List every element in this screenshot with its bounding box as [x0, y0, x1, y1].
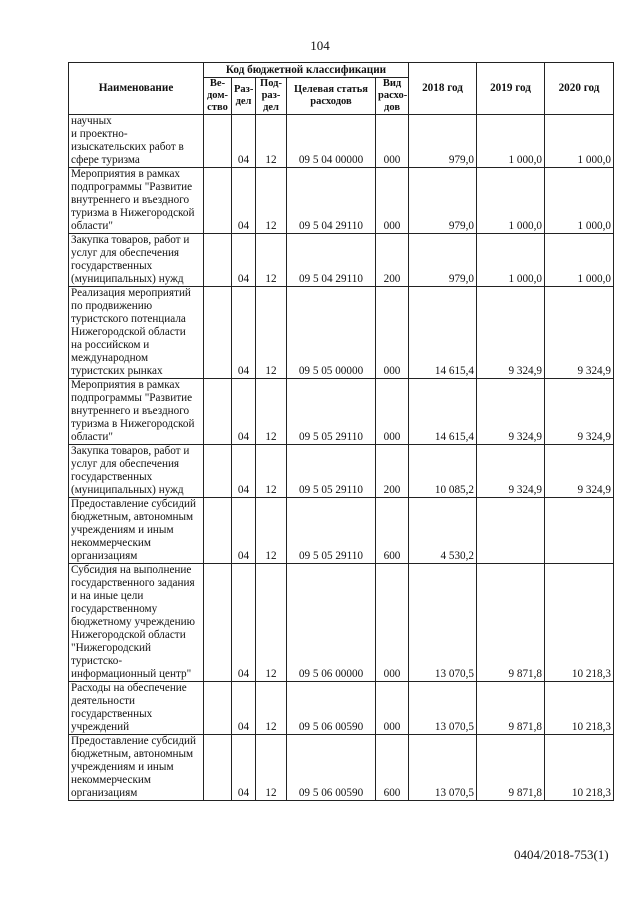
row-name-line: области" [71, 220, 113, 232]
cell-2018: 14 615,4 [409, 287, 477, 379]
header-vid-line: дов [384, 102, 400, 113]
cell-podrazdel: 12 [256, 445, 287, 498]
row-name-line: туристских рынках [71, 365, 163, 377]
cell-podrazdel: 12 [256, 498, 287, 564]
cell-vid: 200 [376, 234, 409, 287]
row-name [69, 445, 204, 498]
row-name [69, 498, 204, 564]
cell-2020: 10 218,3 [545, 682, 614, 735]
cell-razdel: 04 [232, 445, 256, 498]
row-name [69, 682, 204, 735]
cell-vedomstvo [204, 115, 232, 168]
table-row [69, 735, 614, 801]
header-target-line: Целевая статья [294, 84, 368, 95]
cell-vid: 000 [376, 379, 409, 445]
row-name-line: учреждениям и иным [71, 524, 174, 536]
cell-razdel: 04 [232, 287, 256, 379]
cell-target: 09 5 04 00000 [287, 115, 376, 168]
row-name-line: (муниципальных) нужд [71, 273, 184, 285]
row-name-line: учреждениям и иным [71, 761, 174, 773]
row-name-line: Закупка товаров, работ и [71, 445, 190, 457]
cell-2019: 1 000,0 [477, 234, 545, 287]
header-vedomstvo [204, 78, 232, 115]
cell-podrazdel: 12 [256, 682, 287, 735]
row-name-line: Закупка товаров, работ и [71, 234, 190, 246]
table-row [69, 445, 614, 498]
cell-2020: 1 000,0 [545, 234, 614, 287]
cell-2020: 10 218,3 [545, 564, 614, 682]
row-name [69, 379, 204, 445]
cell-target: 09 5 04 29110 [287, 168, 376, 234]
header-vid [376, 78, 409, 115]
row-name-line: Нижегородской области [71, 629, 186, 641]
cell-2019: 9 871,8 [477, 682, 545, 735]
cell-2018: 4 530,2 [409, 498, 477, 564]
cell-vedomstvo [204, 735, 232, 801]
table-row [69, 564, 614, 682]
cell-vid: 000 [376, 115, 409, 168]
row-name [69, 234, 204, 287]
row-name-line: (муниципальных) нужд [71, 484, 184, 496]
row-name [69, 115, 204, 168]
header-target [287, 78, 376, 115]
row-name-line: по продвижению [71, 300, 153, 312]
cell-2020: 9 324,9 [545, 287, 614, 379]
row-name [69, 564, 204, 682]
table-row [69, 115, 614, 168]
row-name-line: Реализация мероприятий [71, 287, 191, 299]
cell-2019: 9 324,9 [477, 287, 545, 379]
cell-2019: 9 871,8 [477, 735, 545, 801]
cell-podrazdel: 12 [256, 379, 287, 445]
row-name-line: Субсидия на выполнение [71, 564, 192, 576]
cell-2018: 979,0 [409, 115, 477, 168]
header-2019: 2019 год [477, 63, 545, 115]
table-row [69, 168, 614, 234]
cell-vid: 000 [376, 168, 409, 234]
cell-2020: 9 324,9 [545, 379, 614, 445]
row-name [69, 287, 204, 379]
cell-vedomstvo [204, 379, 232, 445]
header-classification-group: Код бюджетной классификации [204, 63, 409, 78]
cell-podrazdel: 12 [256, 287, 287, 379]
row-name-line: государственному [71, 603, 158, 615]
header-target-line: расходов [310, 96, 352, 107]
row-name-line: услуг для обеспечения [71, 458, 180, 470]
cell-target: 09 5 06 00590 [287, 735, 376, 801]
row-name-line: некоммерческим [71, 774, 151, 786]
row-name-line: и проектно- [71, 128, 128, 140]
row-name-line: государственных [71, 471, 153, 483]
row-name-line: Нижегородской области [71, 326, 186, 338]
cell-target: 09 5 05 00000 [287, 287, 376, 379]
cell-2020 [545, 498, 614, 564]
row-name-line: государственных [71, 708, 153, 720]
cell-razdel: 04 [232, 735, 256, 801]
cell-vid: 000 [376, 564, 409, 682]
cell-2020: 1 000,0 [545, 168, 614, 234]
header-vid-line: расхо- [378, 90, 408, 101]
row-name-line: туристско- [71, 655, 123, 667]
header-podrazdel-line: Под- [260, 78, 282, 89]
row-name-line: бюджетным, автономным [71, 748, 194, 760]
cell-2018: 14 615,4 [409, 379, 477, 445]
table-row [69, 287, 614, 379]
cell-2020: 10 218,3 [545, 735, 614, 801]
row-name-line: Расходы на обеспечение [71, 682, 187, 694]
row-name-line: информационный центр" [71, 668, 192, 680]
cell-2018: 10 085,2 [409, 445, 477, 498]
cell-2020: 9 324,9 [545, 445, 614, 498]
cell-vid: 000 [376, 682, 409, 735]
page-number: 104 [310, 38, 330, 53]
header-razdel-line: дел [235, 96, 252, 107]
row-name-line: на российском и [71, 339, 150, 351]
cell-2018: 979,0 [409, 234, 477, 287]
row-name [69, 735, 204, 801]
cell-2019: 1 000,0 [477, 115, 545, 168]
row-name-line: бюджетным, автономным [71, 511, 194, 523]
cell-vid: 200 [376, 445, 409, 498]
table-row [69, 234, 614, 287]
cell-razdel: 04 [232, 682, 256, 735]
cell-vedomstvo [204, 498, 232, 564]
row-name-line: подпрограммы "Развитие [71, 392, 193, 404]
row-name-line: бюджетному учреждению [71, 616, 195, 628]
header-razdel-line: Раз- [234, 84, 254, 95]
cell-2019: 9 324,9 [477, 445, 545, 498]
row-name-line: международном [71, 352, 149, 364]
cell-razdel: 04 [232, 234, 256, 287]
cell-podrazdel: 12 [256, 564, 287, 682]
row-name-line: области" [71, 431, 113, 443]
row-name-line: организациям [71, 787, 138, 799]
cell-razdel: 04 [232, 115, 256, 168]
cell-vedomstvo [204, 445, 232, 498]
header-2020: 2020 год [545, 63, 614, 115]
cell-vid: 000 [376, 287, 409, 379]
table-row [69, 498, 614, 564]
cell-vedomstvo [204, 564, 232, 682]
row-name-line: научных [71, 115, 112, 127]
cell-vid: 600 [376, 498, 409, 564]
table-row [69, 379, 614, 445]
table-body [69, 115, 614, 801]
header-vid-line: Вид [382, 78, 402, 89]
cell-target: 09 5 04 29110 [287, 234, 376, 287]
cell-vedomstvo [204, 287, 232, 379]
cell-podrazdel: 12 [256, 168, 287, 234]
cell-2018: 13 070,5 [409, 564, 477, 682]
row-name-line: деятельности [71, 695, 136, 707]
cell-2019: 9 871,8 [477, 564, 545, 682]
row-name-line: туризма в Нижегородской [71, 207, 195, 219]
cell-podrazdel: 12 [256, 115, 287, 168]
cell-2020: 1 000,0 [545, 115, 614, 168]
header-podrazdel-line: раз- [261, 90, 281, 101]
row-name-line: некоммерческим [71, 537, 151, 549]
row-name-line: учреждений [71, 721, 130, 733]
row-name [69, 168, 204, 234]
header-2018: 2018 год [409, 63, 477, 115]
cell-target: 09 5 06 00590 [287, 682, 376, 735]
header-name: Наименование [69, 63, 204, 115]
header-vedomstvo-line: дом- [206, 90, 228, 101]
row-name-line: Предоставление субсидий [71, 498, 197, 510]
document-code: 0404/2018-753(1) [514, 847, 609, 862]
cell-vedomstvo [204, 168, 232, 234]
row-name-line: изыскательских работ в [71, 141, 184, 153]
header-razdel [232, 78, 256, 115]
row-name-line: организациям [71, 550, 138, 562]
table-row [69, 682, 614, 735]
cell-2019 [477, 498, 545, 564]
row-name-line: Мероприятия в рамках [71, 168, 181, 180]
row-name-line: сфере туризма [71, 154, 140, 166]
row-name-line: подпрограммы "Развитие [71, 181, 193, 193]
cell-target: 09 5 05 29110 [287, 498, 376, 564]
cell-razdel: 04 [232, 379, 256, 445]
row-name-line: туристского потенциала [71, 313, 186, 325]
row-name-line: государственного задания [71, 577, 195, 589]
row-name-line: Мероприятия в рамках [71, 379, 181, 391]
cell-2019: 9 324,9 [477, 379, 545, 445]
cell-target: 09 5 06 00000 [287, 564, 376, 682]
header-vedomstvo-line: ство [207, 102, 228, 113]
budget-table [68, 62, 614, 801]
cell-2019: 1 000,0 [477, 168, 545, 234]
header-podrazdel-line: дел [263, 102, 279, 113]
row-name-line: внутреннего и въездного [71, 194, 190, 206]
cell-podrazdel: 12 [256, 735, 287, 801]
header-vedomstvo-line: Ве- [209, 78, 226, 89]
row-name-line: внутреннего и въездного [71, 405, 190, 417]
cell-target: 09 5 05 29110 [287, 379, 376, 445]
row-name-line: услуг для обеспечения [71, 247, 180, 259]
cell-2018: 13 070,5 [409, 735, 477, 801]
cell-razdel: 04 [232, 498, 256, 564]
row-name-line: Предоставление субсидий [71, 735, 197, 747]
header-podrazdel [256, 78, 287, 115]
cell-razdel: 04 [232, 168, 256, 234]
row-name-line: "Нижегородский [71, 642, 152, 654]
cell-vedomstvo [204, 234, 232, 287]
cell-vedomstvo [204, 682, 232, 735]
row-name-line: туризма в Нижегородской [71, 418, 195, 430]
row-name-line: и на иные цели [71, 590, 144, 602]
row-name-line: государственных [71, 260, 153, 272]
cell-2018: 13 070,5 [409, 682, 477, 735]
cell-podrazdel: 12 [256, 234, 287, 287]
cell-2018: 979,0 [409, 168, 477, 234]
cell-vid: 600 [376, 735, 409, 801]
cell-target: 09 5 05 29110 [287, 445, 376, 498]
cell-razdel: 04 [232, 564, 256, 682]
